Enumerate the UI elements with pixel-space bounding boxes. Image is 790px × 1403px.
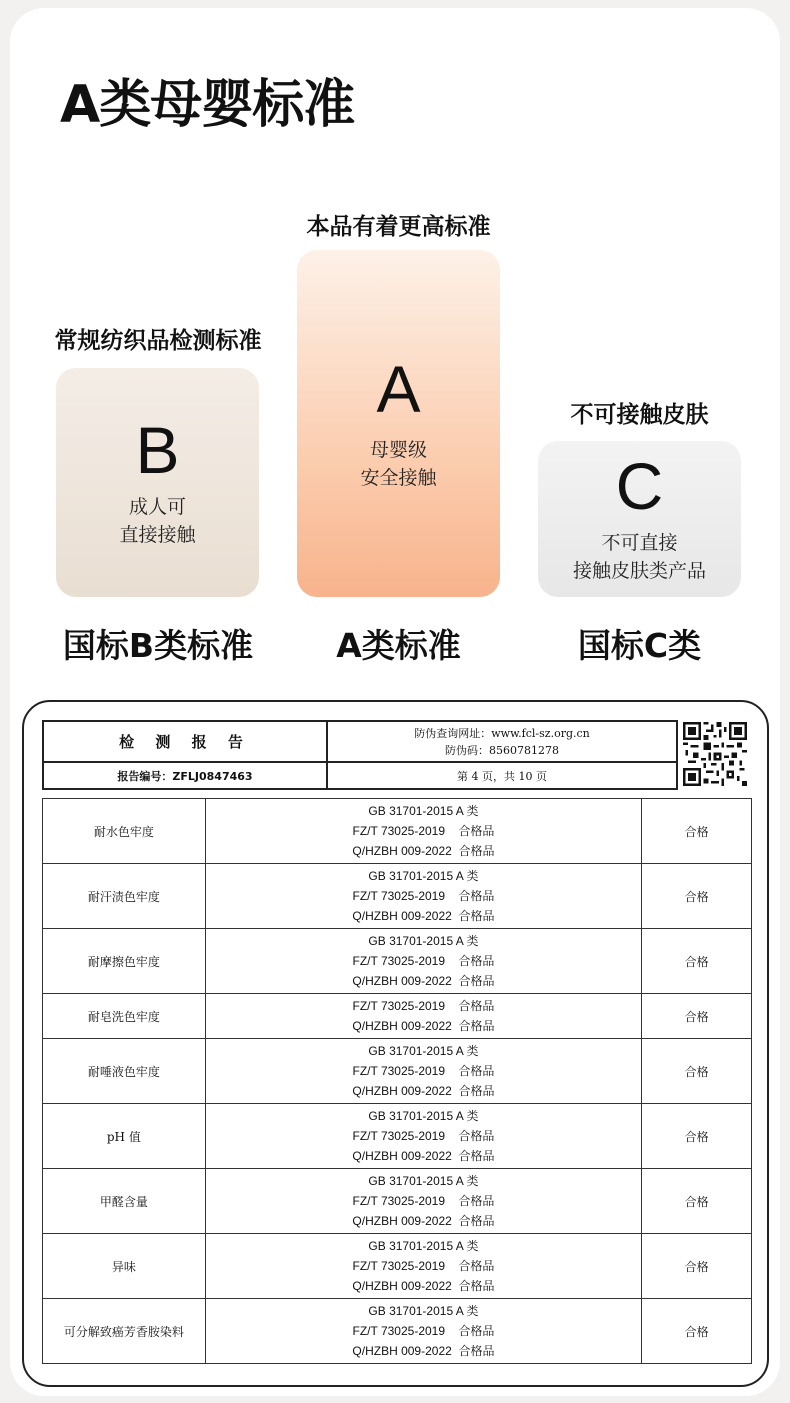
test-standards [205,1299,641,1364]
standard-line: GB 31701-2015 A 类 [368,1304,479,1318]
test-result: 合格 [642,1299,752,1364]
tier-b-caption: 常规纺织品检测标准 [54,328,262,354]
standard-line: FZ/T 73025-2019 合格品 [352,1194,495,1208]
tier-b-box [56,368,259,597]
report-header [42,720,678,790]
test-standards [205,994,641,1039]
test-item: 耐摩擦色牢度 [43,929,206,994]
verify-code: 防伪码：8560781278 [445,743,559,757]
standard-line: FZ/T 73025-2019 合格品 [352,1129,495,1143]
tier-c-label: 国标C类 [577,626,702,665]
test-result: 合格 [642,864,752,929]
test-result: 合格 [642,799,752,864]
standard-line: Q/HZBH 009-2022 合格品 [352,844,495,858]
standard-line: FZ/T 73025-2019 合格品 [352,954,495,968]
test-standards [205,1039,641,1104]
table-row [43,1234,752,1299]
standard-line: Q/HZBH 009-2022 合格品 [352,909,495,923]
standard-line: FZ/T 73025-2019 合格品 [352,999,495,1013]
tier-a-desc-1: 母婴级 [369,438,427,461]
test-report [22,700,769,1387]
standard-line: Q/HZBH 009-2022 合格品 [352,974,495,988]
tier-a-desc-2: 安全接触 [360,466,437,489]
test-item: 甲醛含量 [43,1169,206,1234]
test-standards [205,1234,641,1299]
standard-line: GB 31701-2015 A 类 [368,1174,479,1188]
table-row [43,1169,752,1234]
standard-line: Q/HZBH 009-2022 合格品 [352,1149,495,1163]
standard-line: Q/HZBH 009-2022 合格品 [352,1084,495,1098]
standard-line: FZ/T 73025-2019 合格品 [352,1064,495,1078]
standard-line: Q/HZBH 009-2022 合格品 [352,1214,495,1228]
standard-line: GB 31701-2015 A 类 [368,804,479,818]
report-page: 第 4 页，共 10 页 [457,769,547,783]
results-table [42,798,752,1364]
tier-b-desc-1: 成人可 [128,495,186,518]
table-row [43,1104,752,1169]
test-item: pH 值 [43,1104,206,1169]
test-item: 耐水色牢度 [43,799,206,864]
standard-line: Q/HZBH 009-2022 合格品 [352,1344,495,1358]
table-row [43,994,752,1039]
tier-c-desc-1: 不可直接 [601,532,678,554]
standard-line: FZ/T 73025-2019 合格品 [352,1259,495,1273]
test-result: 合格 [642,929,752,994]
tier-a-label: A类标准 [336,626,461,665]
test-result: 合格 [642,1169,752,1234]
report-title: 检 测 报 告 [44,722,328,763]
standard-line: GB 31701-2015 A 类 [368,934,479,948]
standard-line: FZ/T 73025-2019 合格品 [352,889,495,903]
standard-line: Q/HZBH 009-2022 合格品 [352,1019,495,1033]
test-result: 合格 [642,1104,752,1169]
tier-c-caption: 不可接触皮肤 [570,402,709,428]
test-item: 耐皂洗色牢度 [43,994,206,1039]
standard-line: FZ/T 73025-2019 合格品 [352,1324,495,1338]
test-item: 可分解致癌芳香胺染料 [43,1299,206,1364]
test-item: 耐唾液色牢度 [43,1039,206,1104]
test-result: 合格 [642,1234,752,1299]
tier-b-letter: B [135,412,180,487]
tier-a-letter: A [376,351,421,426]
tier-c-letter: C [615,449,664,523]
test-result: 合格 [642,1039,752,1104]
table-row [43,1299,752,1364]
test-standards [205,929,641,994]
test-result: 合格 [642,994,752,1039]
tier-a-caption: 本品有着更高标准 [306,214,491,240]
tier-c-desc-2: 接触皮肤类产品 [572,560,706,582]
test-standards [205,799,641,864]
qr-code-icon [683,722,747,786]
tier-c-box [538,441,741,597]
tier-b-desc-2: 直接接触 [119,523,196,546]
test-item: 耐汗渍色牢度 [43,864,206,929]
table-row [43,864,752,929]
standard-line: Q/HZBH 009-2022 合格品 [352,1279,495,1293]
test-standards [205,1169,641,1234]
report-verify [328,722,676,763]
standard-line: FZ/T 73025-2019 合格品 [352,824,495,838]
verify-url: 防伪查询网址：www.fcl-sz.org.cn [414,726,590,740]
table-row [43,1039,752,1104]
standard-line: GB 31701-2015 A 类 [368,1109,479,1123]
report-number: 报告编号：ZFLJ0847463 [44,763,328,788]
tier-b-label: 国标B类标准 [62,626,254,665]
page-title: A类母婴标准 [60,75,355,135]
test-item: 异味 [43,1234,206,1299]
standard-line: GB 31701-2015 A 类 [368,869,479,883]
table-row [43,929,752,994]
standard-line: GB 31701-2015 A 类 [368,1044,479,1058]
test-standards [205,864,641,929]
table-row [43,799,752,864]
standard-line: GB 31701-2015 A 类 [368,1239,479,1253]
test-standards [205,1104,641,1169]
tier-a-box [297,250,500,597]
